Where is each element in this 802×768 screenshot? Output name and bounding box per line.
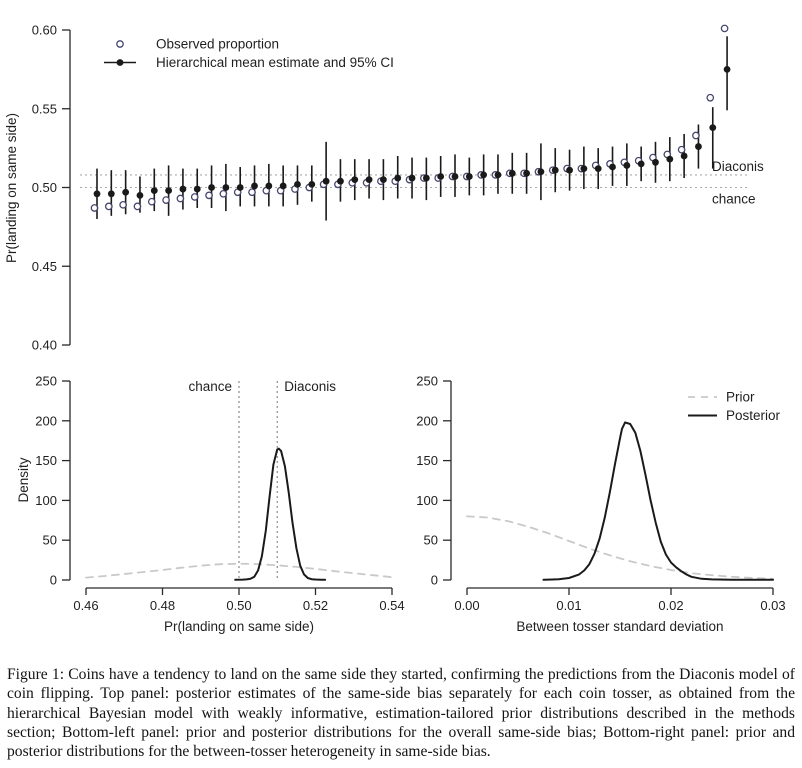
estimate-dot xyxy=(237,184,244,191)
observed-circle xyxy=(693,132,699,138)
observed-points xyxy=(91,25,727,211)
estimate-dot xyxy=(294,181,301,188)
bottom-right-panel-y-tick-label: 100 xyxy=(416,492,438,508)
estimate-dot xyxy=(351,176,358,183)
estimate-dot xyxy=(108,190,115,197)
bottom-left-panel-y-tick-label: 50 xyxy=(42,532,57,548)
bottom-right-panel-y-tick-label: 0 xyxy=(430,572,438,588)
bottom-right-panel-y-tick-label: 50 xyxy=(423,532,438,548)
estimate-dot xyxy=(308,181,315,188)
estimate-dot xyxy=(222,184,229,191)
estimate-dot xyxy=(724,66,731,73)
bottom-right-panel-posterior-curve xyxy=(544,422,774,579)
legend-observed-label: Observed proportion xyxy=(156,36,280,52)
estimate-dot xyxy=(466,173,473,180)
estimate-dot xyxy=(165,187,172,194)
bottom-right-panel-y-tick-label: 200 xyxy=(416,413,438,429)
top-y-tick-label: 0.40 xyxy=(31,337,57,353)
observed-circle xyxy=(206,192,212,198)
bottom-right-panel-x-tick-label: 0.00 xyxy=(454,598,480,613)
estimate-dot xyxy=(452,173,459,180)
estimate-dot xyxy=(595,165,602,172)
bottom-right-panel-x-tick-label: 0.01 xyxy=(556,598,582,613)
bottom-left-panel-y-tick-label: 150 xyxy=(35,453,57,469)
estimate-dot xyxy=(409,175,416,182)
legend-prior-label: Prior xyxy=(726,389,755,405)
observed-circle xyxy=(106,203,112,209)
bottom-right-panel-y-tick-label: 150 xyxy=(416,453,438,469)
estimate-dot xyxy=(280,183,287,190)
estimate-dot xyxy=(566,167,573,174)
estimate-dot xyxy=(695,143,702,150)
observed-circle xyxy=(192,194,198,200)
bottom-left-panel-prior-curve xyxy=(86,564,392,578)
observed-circle xyxy=(120,202,126,208)
estimate-dot xyxy=(523,170,530,177)
bottom-right-panel-prior-curve xyxy=(467,516,773,579)
estimate-dot xyxy=(137,192,144,199)
top-y-axis-title: Pr(landing on same side) xyxy=(4,112,19,264)
observed-circle xyxy=(220,191,226,197)
top-y-tick-label: 0.55 xyxy=(31,101,57,117)
estimate-dot xyxy=(380,176,387,183)
top-legend xyxy=(104,37,394,71)
bottom-left-panel-x-tick-label: 0.48 xyxy=(149,598,176,613)
legend-observed-marker xyxy=(117,41,123,47)
bottom-left-panel-y-tick-label: 100 xyxy=(35,492,57,508)
bottom-right-panel-y-tick-label: 250 xyxy=(416,373,438,389)
top-y-tick-label: 0.50 xyxy=(31,180,57,195)
vline-label-Diaconis: Diaconis xyxy=(284,379,337,394)
bottom-right-panel xyxy=(416,374,785,635)
estimate-dot xyxy=(122,189,129,196)
estimate-dot xyxy=(337,178,344,185)
legend-estimate-label: Hierarchical mean estimate and 95% CI xyxy=(156,55,394,70)
bottom-right-panel-x-axis-title: Between tosser standard deviation xyxy=(516,619,724,634)
bottom-left-panel xyxy=(16,374,405,635)
estimate-dot xyxy=(709,124,716,131)
bottom-left-panel-y-axis-title: Density xyxy=(16,457,31,503)
estimate-dot xyxy=(495,172,502,179)
estimate-dot xyxy=(265,183,272,190)
estimate-dot xyxy=(94,190,101,197)
estimate-dot xyxy=(652,159,659,166)
observed-circle xyxy=(134,203,140,209)
bottom-left-panel-x-axis-title: Pr(landing on same side) xyxy=(163,619,315,634)
estimate-dot xyxy=(509,170,516,177)
estimate-dot xyxy=(681,153,688,160)
figure-caption: Figure 1: Coins have a tendency to land on the same side they started, confirming the predictions from the Diaconis model of coin flipping. Top panel: posterior estimates of the same-side bias separately for each coin tosser, as obtained from the hierarchical Bayesian model with weakly informative, estimation-tailored prior distributions described in the methods section; Bottom-left panel: prior and posterior distributions for the overall same-side bias; Bottom-right panel: prior and posterior distributions for the between-tosser heterogeneity in same-side bias. xyxy=(7,666,795,761)
estimate-dot xyxy=(609,164,616,171)
estimate-dot xyxy=(366,176,373,183)
estimate-dot xyxy=(180,186,187,193)
legend-estimate-marker xyxy=(117,59,124,66)
observed-circle xyxy=(249,189,255,195)
observed-circle xyxy=(91,205,97,211)
estimate-dot xyxy=(666,156,673,163)
bottom-left-panel-x-tick-label: 0.54 xyxy=(379,598,405,613)
bottom-right-panel-x-tick-label: 0.03 xyxy=(760,598,786,613)
estimate-dot xyxy=(480,172,487,179)
estimate-dot xyxy=(423,175,430,182)
bottom-left-panel-y-tick-label: 0 xyxy=(49,572,57,588)
observed-circle xyxy=(163,197,169,203)
top-y-tick-label: 0.45 xyxy=(31,258,57,274)
estimate-dot xyxy=(194,186,201,193)
top-y-tick-label: 0.60 xyxy=(31,22,57,38)
reference-label-Diaconis: Diaconis xyxy=(712,158,764,174)
bottom-left-panel-x-tick-label: 0.52 xyxy=(302,598,329,613)
observed-circle xyxy=(177,195,183,201)
estimate-dot xyxy=(251,183,258,190)
reference-label-chance: chance xyxy=(712,191,756,207)
estimate-dot xyxy=(638,160,645,167)
estimate-dot xyxy=(437,173,444,180)
estimate-dot xyxy=(323,178,330,185)
estimate-dot xyxy=(552,167,559,174)
bottom-left-panel-posterior-curve xyxy=(235,449,325,580)
bottom-left-panel-x-tick-label: 0.50 xyxy=(226,598,252,613)
estimate-dot xyxy=(580,165,587,172)
bottom-right-panel-legend xyxy=(688,390,781,424)
estimate-dot xyxy=(151,187,158,194)
estimate-dot xyxy=(623,162,630,169)
estimate-dot xyxy=(208,184,215,191)
vline-label-chance: chance xyxy=(188,379,232,394)
bottom-left-panel-y-tick-label: 250 xyxy=(35,373,57,389)
observed-circle xyxy=(721,25,727,31)
observed-circle xyxy=(707,95,713,101)
estimate-points xyxy=(94,66,731,199)
estimate-dot xyxy=(538,168,545,175)
legend-posterior-label: Posterior xyxy=(726,408,781,423)
top-panel xyxy=(4,23,764,353)
bottom-left-panel-x-tick-label: 0.46 xyxy=(73,598,99,613)
bottom-left-panel-y-tick-label: 200 xyxy=(35,413,57,429)
observed-circle xyxy=(678,147,684,153)
estimate-dot xyxy=(394,175,401,182)
observed-circle xyxy=(149,198,155,204)
bottom-right-panel-x-tick-label: 0.02 xyxy=(658,598,684,613)
